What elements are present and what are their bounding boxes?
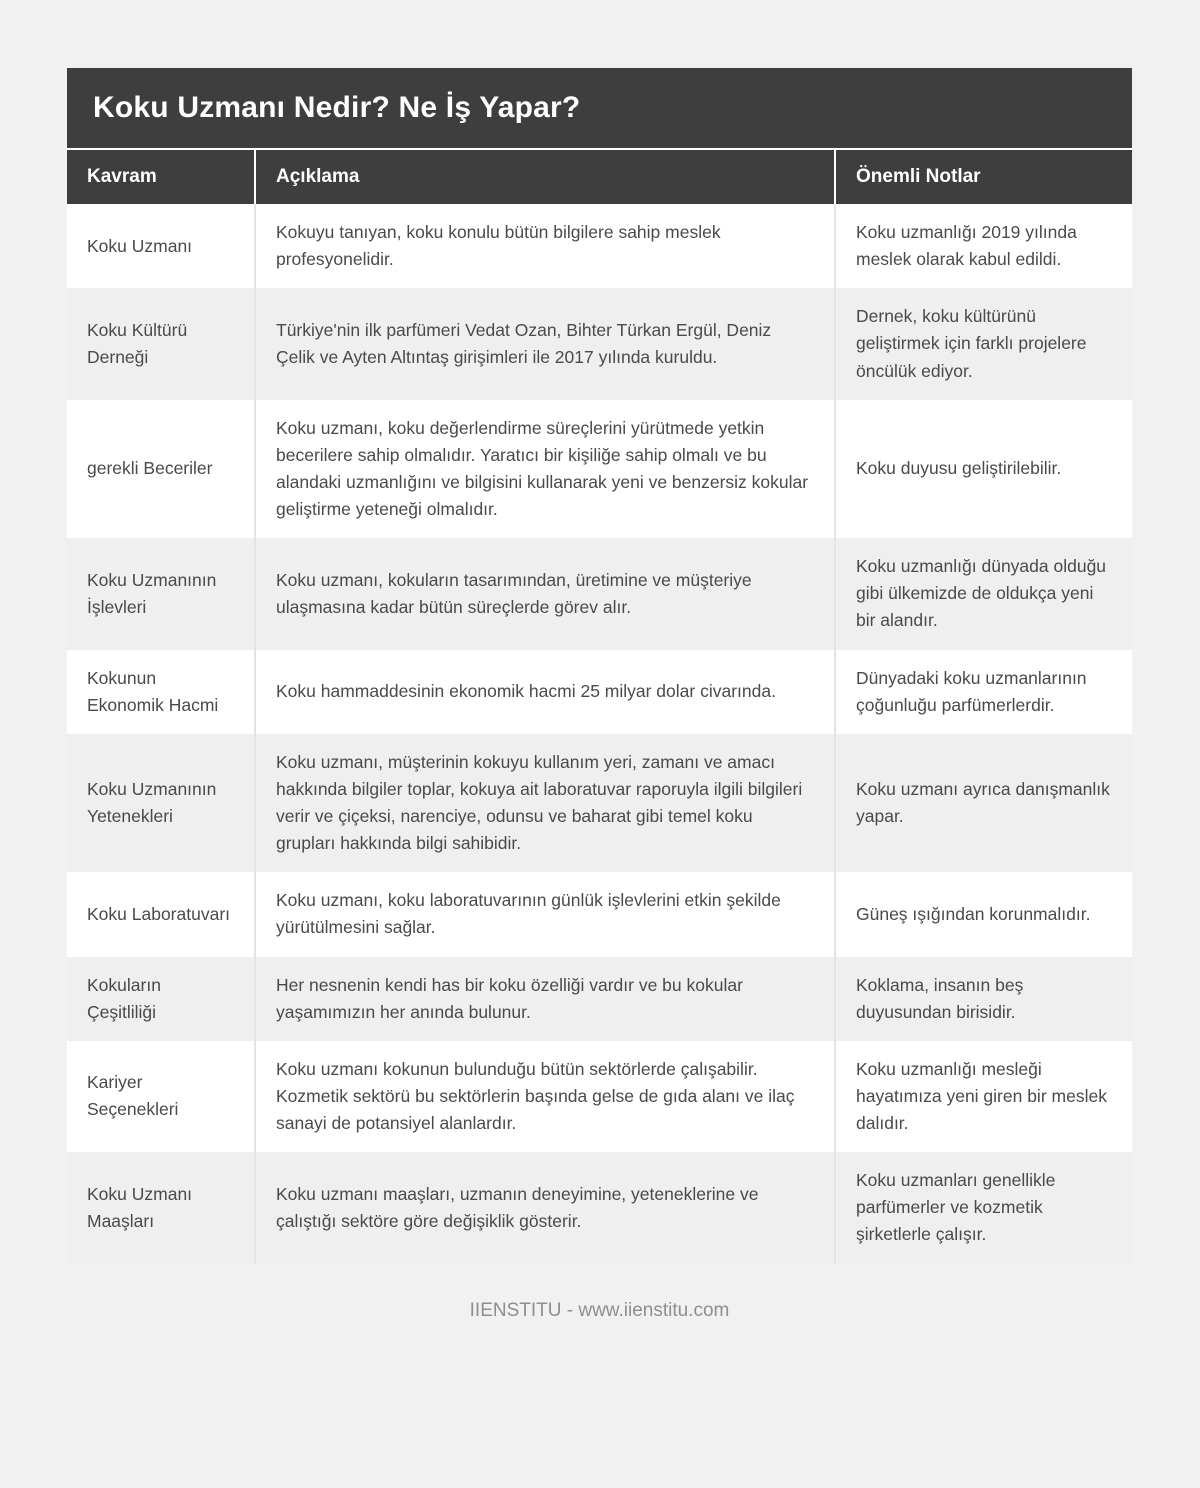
cell-aciklama: Koku uzmanı, koku laboratuvarının günlük işlevlerini etkin şekilde yürütülmesini sağlar. bbox=[256, 872, 836, 956]
cell-kavram: gerekli Beceriler bbox=[67, 400, 256, 539]
footer-credit: IIENSTITU - www.iienstitu.com bbox=[469, 1299, 730, 1321]
table-row bbox=[67, 288, 1132, 399]
column-header-kavram: Kavram bbox=[67, 150, 256, 204]
cell-kavram: Kokuların Çeşitliliği bbox=[67, 957, 256, 1041]
cell-aciklama: Türkiye'nin ilk parfümeri Vedat Ozan, Bihter Türkan Ergül, Deniz Çelik ve Ayten Altıntaş girişimleri ile 2017 yılında kuruldu. bbox=[256, 288, 836, 399]
table-row bbox=[67, 538, 1132, 649]
cell-kavram: Koku Laboratuvarı bbox=[67, 872, 256, 956]
cell-aciklama: Koku uzmanı kokunun bulunduğu bütün sektörlerde çalışabilir. Kozmetik sektörü bu sektörlerin başında gelse de gıda alanı ve ilaç sanayi de potansiyel alanlardır. bbox=[256, 1041, 836, 1152]
cell-aciklama: Koku hammaddesinin ekonomik hacmi 25 milyar dolar civarında. bbox=[256, 650, 836, 734]
info-table-card bbox=[67, 68, 1132, 1322]
cell-notlar: Koku uzmanları genellikle parfümerler ve kozmetik şirketlerle çalışır. bbox=[836, 1152, 1132, 1263]
page-title: Koku Uzmanı Nedir? Ne İş Yapar? bbox=[67, 68, 1132, 150]
header-row bbox=[67, 150, 1132, 204]
cell-notlar: Dünyadaki koku uzmanlarının çoğunluğu parfümerlerdir. bbox=[836, 650, 1132, 734]
cell-notlar: Koku uzmanlığı dünyada olduğu gibi ülkemizde de oldukça yeni bir alandır. bbox=[836, 538, 1132, 649]
table-header bbox=[67, 150, 1132, 204]
table-row bbox=[67, 872, 1132, 956]
cell-kavram: Koku Uzmanının İşlevleri bbox=[67, 538, 256, 649]
cell-notlar: Koku duyusu geliştirilebilir. bbox=[836, 400, 1132, 539]
table-row bbox=[67, 1041, 1132, 1152]
cell-kavram: Koku Kültürü Derneği bbox=[67, 288, 256, 399]
table-row bbox=[67, 650, 1132, 734]
cell-notlar: Dernek, koku kültürünü geliştirmek için farklı projelere öncülük ediyor. bbox=[836, 288, 1132, 399]
cell-aciklama: Koku uzmanı, kokuların tasarımından, üretimine ve müşteriye ulaşmasına kadar bütün süreçlerde görev alır. bbox=[256, 538, 836, 649]
table-row bbox=[67, 1152, 1132, 1263]
cell-kavram: Koku Uzmanı bbox=[67, 204, 256, 288]
cell-notlar: Koklama, insanın beş duyusundan birisidir. bbox=[836, 957, 1132, 1041]
column-header-onemli-notlar: Önemli Notlar bbox=[836, 150, 1132, 204]
table-row bbox=[67, 400, 1132, 539]
cell-aciklama: Koku uzmanı maaşları, uzmanın deneyimine, yeteneklerine ve çalıştığı sektöre göre değişiklik gösterir. bbox=[256, 1152, 836, 1263]
cell-notlar: Güneş ışığından korunmalıdır. bbox=[836, 872, 1132, 956]
table-row bbox=[67, 734, 1132, 873]
koku-uzmani-table bbox=[67, 150, 1132, 1264]
cell-aciklama: Koku uzmanı, müşterinin kokuyu kullanım yeri, zamanı ve amacı hakkında bilgiler toplar, kokuya ait laboratuvar raporuyla ilgili bilgileri verir ve çiçeksi, narenciye, odunsu ve baharat gibi temel koku grupları hakkında bilgi sahibidir. bbox=[256, 734, 836, 873]
cell-notlar: Koku uzmanlığı mesleği hayatımıza yeni giren bir meslek dalıdır. bbox=[836, 1041, 1132, 1152]
cell-kavram: Koku Uzmanı Maaşları bbox=[67, 1152, 256, 1263]
cell-aciklama: Koku uzmanı, koku değerlendirme süreçlerini yürütmede yetkin becerilere sahip olmalıdır. Yaratıcı bir kişiliğe sahip olmalı ve bu alandaki uzmanlığını ve bilgisini kullanarak yeni ve benzersiz kokular geliştirme yeteneği olmalıdır. bbox=[256, 400, 836, 539]
cell-notlar: Koku uzmanı ayrıca danışmanlık yapar. bbox=[836, 734, 1132, 873]
cell-aciklama: Her nesnenin kendi has bir koku özelliği vardır ve bu kokular yaşamımızın her anında bulunur. bbox=[256, 957, 836, 1041]
cell-aciklama: Kokuyu tanıyan, koku konulu bütün bilgilere sahip meslek profesyonelidir. bbox=[256, 204, 836, 288]
column-header-aciklama: Açıklama bbox=[256, 150, 836, 204]
table-row bbox=[67, 957, 1132, 1041]
cell-kavram: Koku Uzmanının Yetenekleri bbox=[67, 734, 256, 873]
table-body bbox=[67, 204, 1132, 1264]
cell-kavram: Kokunun Ekonomik Hacmi bbox=[67, 650, 256, 734]
table-row bbox=[67, 204, 1132, 288]
cell-notlar: Koku uzmanlığı 2019 yılında meslek olarak kabul edildi. bbox=[836, 204, 1132, 288]
cell-kavram: Kariyer Seçenekleri bbox=[67, 1041, 256, 1152]
